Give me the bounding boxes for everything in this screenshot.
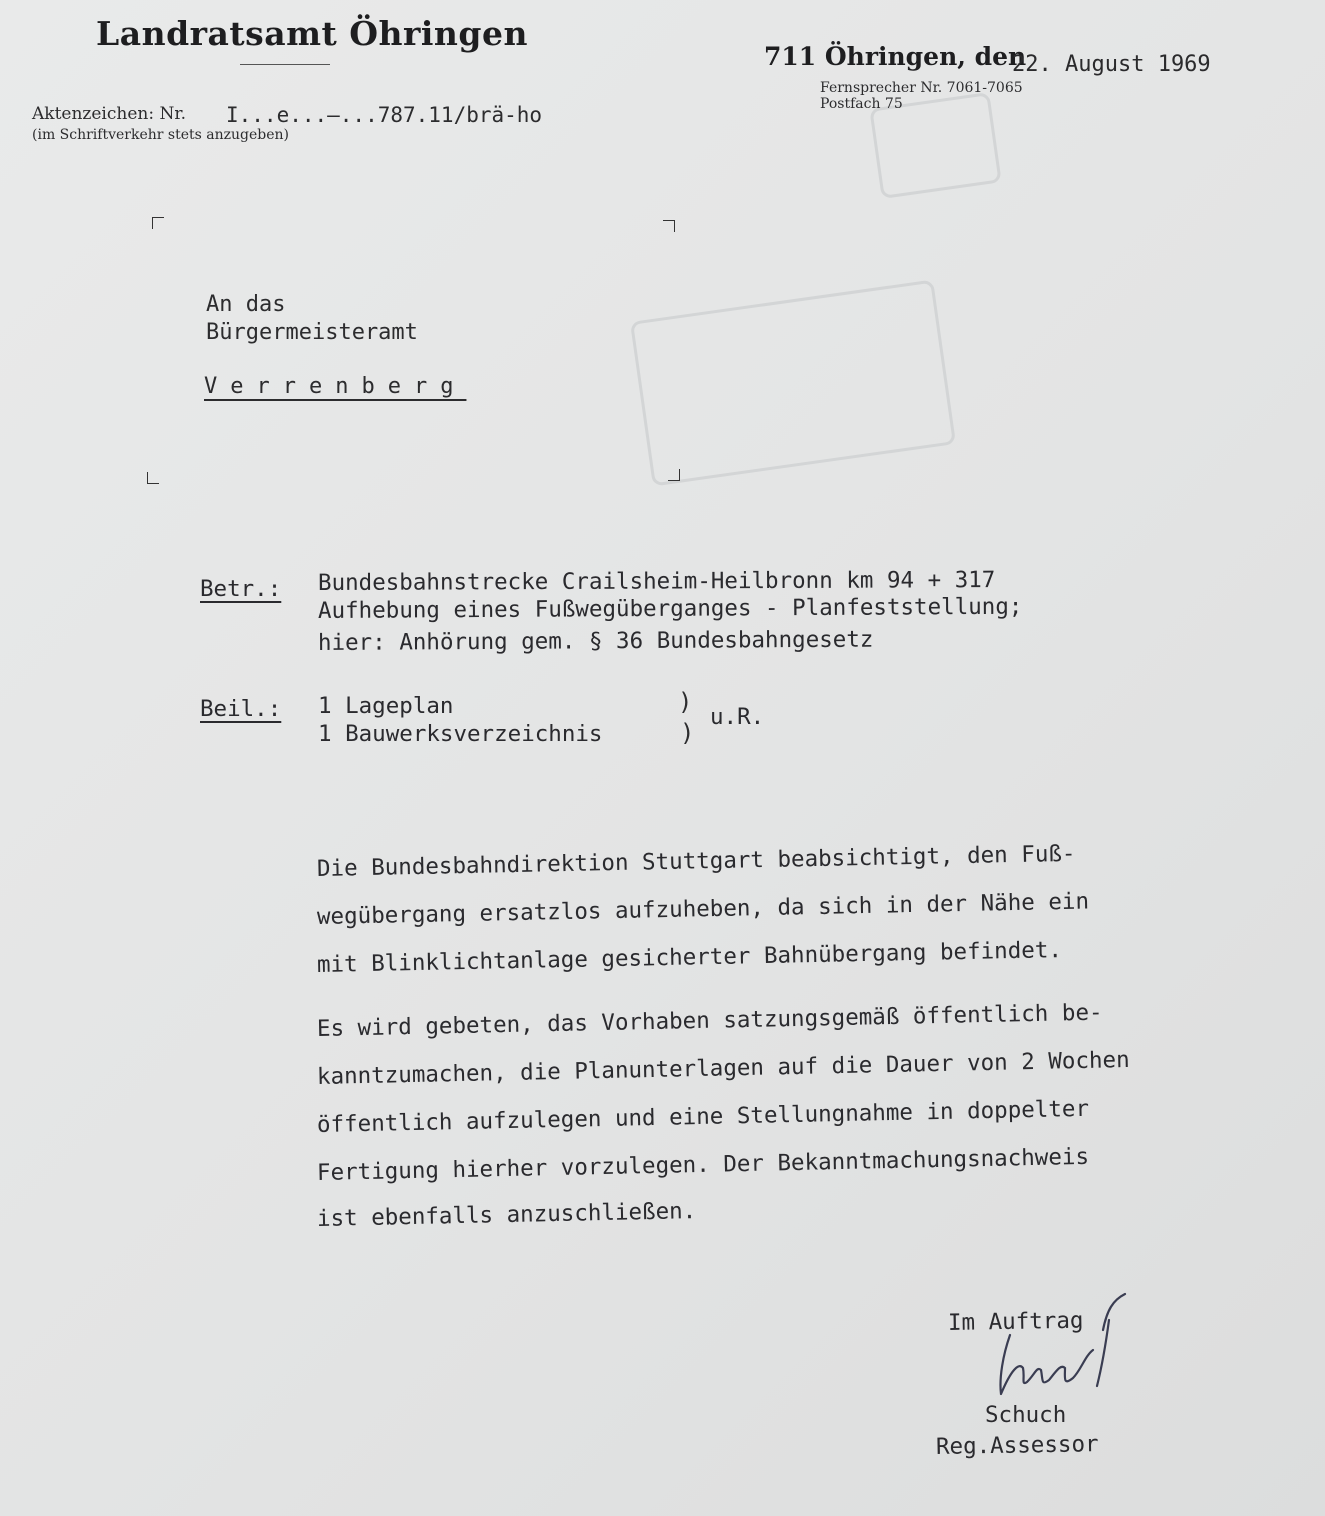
- signatory-name: Schuch: [985, 1402, 1067, 1428]
- body-line: Die Bundesbahndirektion Stuttgart beabsichtigt, den Fuß-: [316, 840, 1076, 882]
- place: 711 Öhringen, den: [764, 42, 1027, 71]
- address-corner-mark: [668, 469, 680, 481]
- recipient-line: An das: [206, 292, 286, 317]
- recipient-office: Bürgermeisteramt: [206, 320, 418, 345]
- subject-line: Aufhebung eines Fußwegüberganges - Planfeststellung;: [317, 593, 1023, 624]
- recipient-town: Verrenberg: [204, 374, 467, 399]
- reference-value: I...e...–...787.11/brä-ho: [226, 103, 543, 127]
- address-corner-mark: [147, 472, 159, 484]
- enclosure-label: Beil.:: [200, 696, 282, 722]
- reference-label: Aktenzeichen: Nr.: [32, 104, 187, 124]
- subject-line: Bundesbahnstrecke Crailsheim-Heilbronn km 94 + 317: [317, 567, 996, 596]
- enclosure-bracket: ): [678, 688, 693, 716]
- po-box: Postfach 75: [820, 96, 903, 112]
- enclosure-note: u.R.: [710, 704, 765, 730]
- office-name: Landratsamt Öhringen: [96, 14, 528, 53]
- body-line: Fertigung hierher vorzulegen. Der Bekanntmachungsnachweis: [316, 1143, 1090, 1186]
- body-line: ist ebenfalls anzuschließen.: [316, 1198, 697, 1232]
- stamp-bleedthrough: [630, 280, 956, 487]
- body-line: Es wird gebeten, das Vorhaben satzungsgemäß öffentlich be-: [316, 999, 1103, 1042]
- address-corner-mark: [663, 220, 675, 232]
- subject-label: Betr.:: [200, 576, 282, 602]
- enclosure-item: 1 Bauwerksverzeichnis: [318, 721, 603, 747]
- address-corner-mark: [152, 217, 164, 229]
- phone-number: Fernsprecher Nr. 7061-7065: [820, 80, 1023, 96]
- body-line: mit Blinklichtanlage gesicherter Bahnübergang befindet.: [316, 937, 1063, 978]
- closing-phrase: Im Auftrag: [947, 1307, 1084, 1336]
- body-line: kanntzumachen, die Planunterlagen auf die Dauer von 2 Wochen: [316, 1046, 1130, 1090]
- body-line: öffentlich aufzulegen und eine Stellungnahme in doppelter: [316, 1095, 1090, 1138]
- body-line: wegübergang ersatzlos aufzuheben, da sich in der Nähe ein: [316, 888, 1090, 930]
- handwritten-signature: [985, 1290, 1135, 1410]
- enclosure-item: 1 Lageplan: [318, 693, 454, 719]
- office-underline: [240, 64, 330, 65]
- signatory-title: Reg.Assessor: [935, 1431, 1099, 1460]
- letter-date: 22. August 1969: [1012, 52, 1211, 77]
- subject-line: hier: Anhörung gem. § 36 Bundesbahngesetz: [317, 626, 874, 656]
- reference-note: (im Schriftverkehr stets anzugeben): [32, 127, 289, 143]
- enclosure-bracket: ): [680, 719, 695, 747]
